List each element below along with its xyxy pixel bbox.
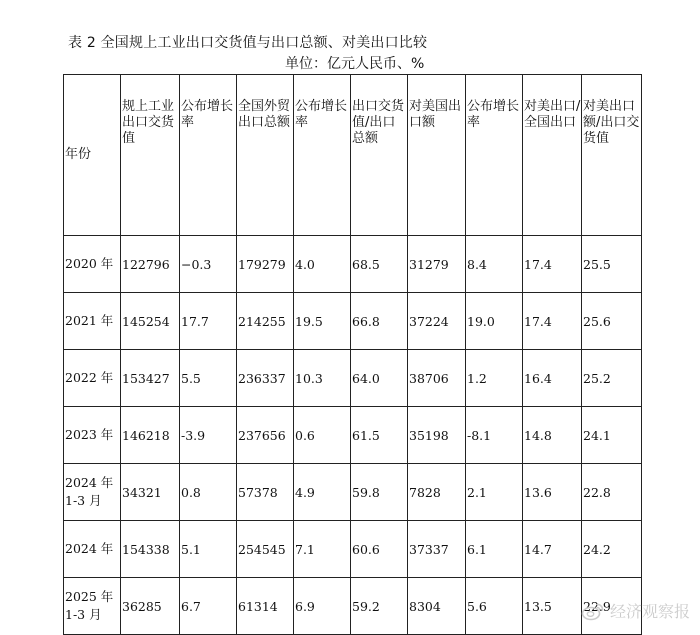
cell-us-exports: 37337 <box>408 521 466 578</box>
column-header-total-exports: 全国外贸出口总额 <box>237 75 294 236</box>
cell-growth-rate: 5.1 <box>180 521 237 578</box>
cell-growth-rate: -8.1 <box>466 407 523 464</box>
cell-us-exports: 37224 <box>408 293 466 350</box>
cell-industrial-export-value: 36285 <box>121 578 180 635</box>
cell-industrial-export-value: 153427 <box>121 350 180 407</box>
cell-export-value-ratio: 66.8 <box>351 293 408 350</box>
cell-total-exports: 61314 <box>237 578 294 635</box>
column-header-us-exports: 对美国出口额 <box>408 75 466 236</box>
cell-growth-rate: 6.9 <box>294 578 351 635</box>
column-header-export-value-ratio: 出口交货值/出口总额 <box>351 75 408 236</box>
table-row <box>64 350 642 407</box>
cell-year: 2025 年 1-3 月 <box>64 578 121 635</box>
column-header-growth-rate: 公布增长率 <box>180 75 237 236</box>
comparison-table <box>63 74 642 635</box>
table-row <box>64 464 642 521</box>
cell-growth-rate: 10.3 <box>294 350 351 407</box>
cell-year: 2023 年 <box>64 407 121 464</box>
cell-us-share-of-exports: 14.8 <box>523 407 582 464</box>
table-row <box>64 407 642 464</box>
cell-industrial-export-value: 146218 <box>121 407 180 464</box>
cell-export-value-ratio: 59.2 <box>351 578 408 635</box>
column-header-growth-rate: 公布增长率 <box>466 75 523 236</box>
cell-us-exports: 38706 <box>408 350 466 407</box>
cell-year: 2024 年 <box>64 521 121 578</box>
cell-industrial-export-value: 154338 <box>121 521 180 578</box>
column-header-year: 年份 <box>64 75 121 236</box>
cell-us-share-of-exports: 17.4 <box>523 293 582 350</box>
unit-label: 单位：亿元人民币、% <box>285 56 425 72</box>
cell-year: 2024 年 1-3 月 <box>64 464 121 521</box>
cell-export-value-ratio: 68.5 <box>351 236 408 293</box>
cell-growth-rate: 17.7 <box>180 293 237 350</box>
cell-growth-rate: 6.7 <box>180 578 237 635</box>
cell-us-share-of-export-value: 25.5 <box>582 236 642 293</box>
table-row <box>64 293 642 350</box>
cell-us-exports: 31279 <box>408 236 466 293</box>
cell-year: 2021 年 <box>64 293 121 350</box>
cell-growth-rate: 0.6 <box>294 407 351 464</box>
watermark-text: 经济观察报 <box>609 602 690 621</box>
cell-industrial-export-value: 145254 <box>121 293 180 350</box>
column-header-growth-rate: 公布增长率 <box>294 75 351 236</box>
table-row <box>64 521 642 578</box>
column-header-us-share-of-export-value: 对美出口额/出口交货值 <box>582 75 642 236</box>
cell-us-share-of-export-value: 24.2 <box>582 521 642 578</box>
cell-export-value-ratio: 60.6 <box>351 521 408 578</box>
cell-export-value-ratio: 61.5 <box>351 407 408 464</box>
cell-growth-rate: 4.9 <box>294 464 351 521</box>
cell-growth-rate: 0.8 <box>180 464 237 521</box>
cell-us-share-of-export-value: 22.9 <box>582 578 642 635</box>
cell-us-share-of-export-value: 25.2 <box>582 350 642 407</box>
cell-us-share-of-export-value: 22.8 <box>582 464 642 521</box>
cell-growth-rate: 19.5 <box>294 293 351 350</box>
cell-growth-rate: 1.2 <box>466 350 523 407</box>
cell-us-share-of-exports: 13.6 <box>523 464 582 521</box>
cell-total-exports: 214255 <box>237 293 294 350</box>
cell-us-exports: 8304 <box>408 578 466 635</box>
cell-growth-rate: −0.3 <box>180 236 237 293</box>
cell-growth-rate: 4.0 <box>294 236 351 293</box>
cell-growth-rate: 7.1 <box>294 521 351 578</box>
cell-export-value-ratio: 59.8 <box>351 464 408 521</box>
cell-growth-rate: 2.1 <box>466 464 523 521</box>
cell-total-exports: 254545 <box>237 521 294 578</box>
cell-export-value-ratio: 64.0 <box>351 350 408 407</box>
weibo-logo-icon <box>581 601 605 621</box>
table-header-row <box>64 75 642 236</box>
cell-total-exports: 236337 <box>237 350 294 407</box>
cell-total-exports: 57378 <box>237 464 294 521</box>
cell-us-exports: 7828 <box>408 464 466 521</box>
cell-growth-rate: 8.4 <box>466 236 523 293</box>
cell-us-share-of-export-value: 24.1 <box>582 407 642 464</box>
cell-growth-rate: 6.1 <box>466 521 523 578</box>
cell-growth-rate: -3.9 <box>180 407 237 464</box>
cell-industrial-export-value: 122796 <box>121 236 180 293</box>
cell-us-share-of-exports: 17.4 <box>523 236 582 293</box>
cell-total-exports: 237656 <box>237 407 294 464</box>
cell-us-exports: 35198 <box>408 407 466 464</box>
cell-us-share-of-exports: 13.5 <box>523 578 582 635</box>
column-header-industrial-export-value: 规上工业出口交货值 <box>121 75 180 236</box>
cell-us-share-of-export-value: 25.6 <box>582 293 642 350</box>
cell-year: 2022 年 <box>64 350 121 407</box>
cell-growth-rate: 19.0 <box>466 293 523 350</box>
table-row <box>64 578 642 635</box>
table-body <box>64 236 642 635</box>
watermark <box>581 599 690 622</box>
table-title: 表 2 全国规上工业出口交货值与出口总额、对美出口比较 <box>68 35 428 51</box>
cell-year: 2020 年 <box>64 236 121 293</box>
table-row <box>64 236 642 293</box>
cell-growth-rate: 5.5 <box>180 350 237 407</box>
column-header-us-share-of-exports: 对美出口/全国出口 <box>523 75 582 236</box>
cell-us-share-of-exports: 16.4 <box>523 350 582 407</box>
cell-industrial-export-value: 34321 <box>121 464 180 521</box>
cell-total-exports: 179279 <box>237 236 294 293</box>
cell-us-share-of-exports: 14.7 <box>523 521 582 578</box>
cell-growth-rate: 5.6 <box>466 578 523 635</box>
